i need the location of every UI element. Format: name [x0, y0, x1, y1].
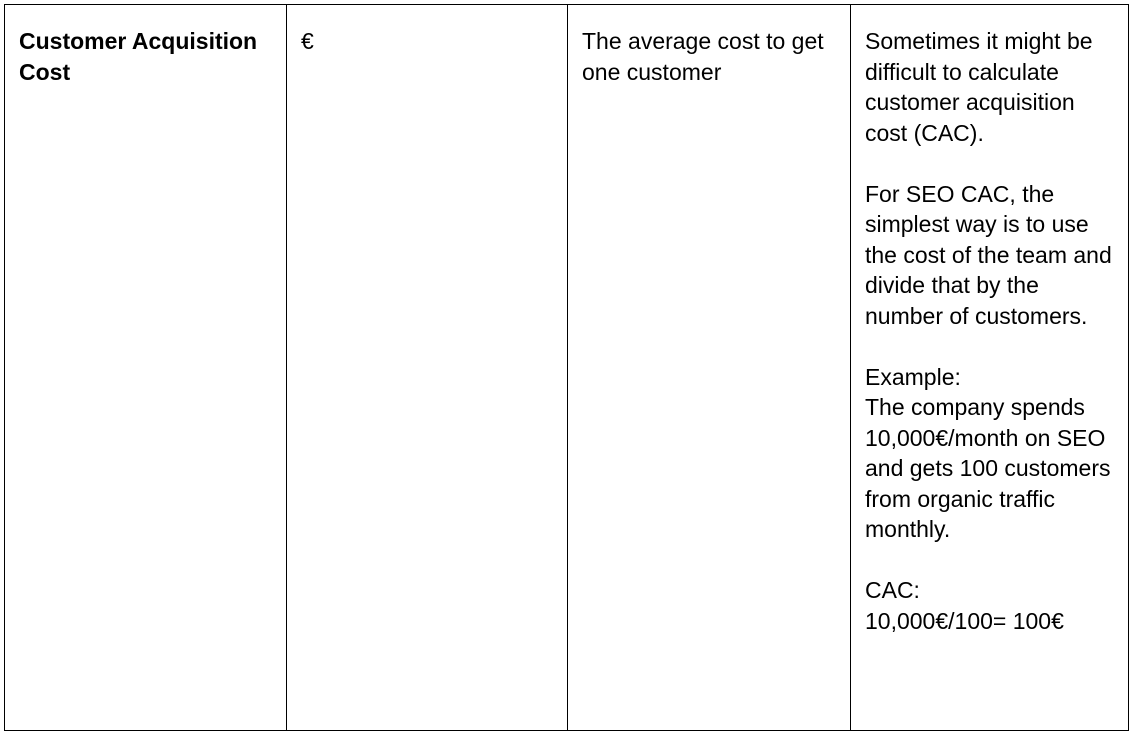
metric-name: Customer Acquisition Cost — [19, 28, 258, 85]
definition-text: The average cost to get one customer — [582, 28, 824, 85]
metrics-table — [4, 4, 1129, 731]
notes-paragraph-intro: Sometimes it might be difficult to calculate customer acquisition cost (CAC). — [865, 28, 1093, 146]
notes-paragraph-method: For SEO CAC, the simplest way is to use the cost of the team and divide that by the number of customers. — [865, 180, 1112, 329]
cac-formula: 10,000€/100= 100€ — [865, 607, 1064, 634]
example-label: Example: — [865, 363, 961, 390]
notes-paragraph-example — [865, 362, 1114, 545]
example-text: The company spends 10,000€/month on SEO and gets 100 customers from organic traffic monthly. — [865, 394, 1111, 542]
table-row — [5, 5, 1129, 731]
unit-cell — [287, 5, 568, 731]
notes-paragraph-cac — [865, 575, 1114, 636]
cac-label: CAC: — [865, 577, 920, 603]
notes-cell — [851, 5, 1129, 731]
unit-symbol: € — [301, 28, 314, 54]
metric-name-cell — [5, 5, 287, 731]
definition-cell — [568, 5, 851, 731]
